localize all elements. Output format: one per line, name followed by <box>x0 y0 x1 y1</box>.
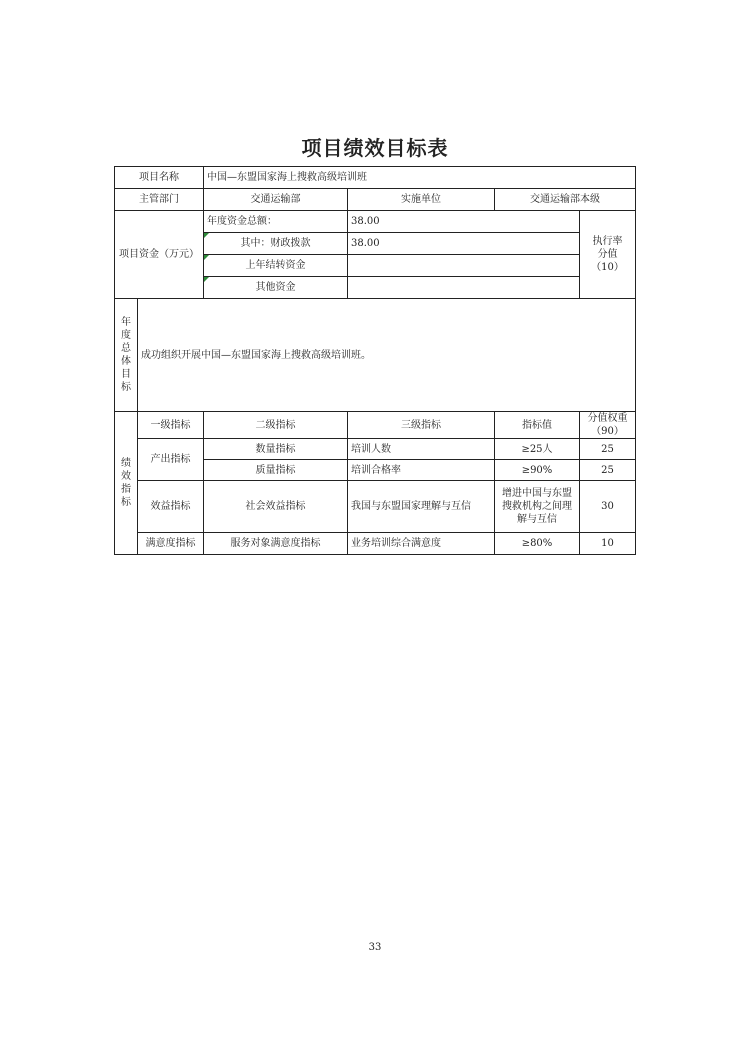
funds-carry-value <box>348 255 580 277</box>
header-weight <box>580 412 636 439</box>
funds-total-value: 38.00 <box>348 211 580 233</box>
project-name-value: 中国—东盟国家海上搜救高级培训班 <box>204 167 636 189</box>
table-row <box>115 533 636 555</box>
performance-table <box>114 166 636 555</box>
goal-label-char: 年 <box>121 317 131 328</box>
perf-label-char: 标 <box>121 497 131 508</box>
goal-label-char: 总 <box>121 343 131 354</box>
level3-cell: 培训人数 <box>348 439 495 460</box>
level3-cell: 培训合格率 <box>348 460 495 481</box>
perf-label-char: 效 <box>121 471 131 482</box>
execution-rate-score-label: 分值 <box>597 249 618 260</box>
execution-rate-score-value: （10） <box>591 262 624 273</box>
header-weight-label: 分值权重 <box>587 413 628 424</box>
page-number: 33 <box>368 942 382 953</box>
header-level2: 二级指标 <box>204 412 348 439</box>
header-weight-total: （90） <box>591 426 624 437</box>
level3-cell: 业务培训综合满意度 <box>348 533 495 555</box>
perf-label-char: 指 <box>121 484 131 495</box>
value-cell: ≥90% <box>495 460 580 481</box>
funds-total-row <box>115 211 636 233</box>
table-row <box>115 439 636 460</box>
impl-value: 交通运输部本级 <box>495 189 636 211</box>
project-name-row <box>115 167 636 189</box>
page-title: 项目绩效目标表 <box>301 136 449 160</box>
benefit-label: 效益指标 <box>138 481 204 533</box>
value-cell: ≥80% <box>495 533 580 555</box>
value-line: 解与互信 <box>517 514 557 525</box>
value-line: 增进中国与东盟 <box>502 488 572 499</box>
header-level3: 三级指标 <box>348 412 495 439</box>
execution-rate-label: 执行率 <box>592 236 623 247</box>
value-cell <box>495 481 580 533</box>
funds-total-label: 年度资金总额： <box>204 211 348 233</box>
perf-label <box>115 412 138 555</box>
dept-label: 主管部门 <box>115 189 204 211</box>
goal-label-char: 体 <box>121 356 131 367</box>
value-line: 搜救机构之间理 <box>502 501 572 512</box>
perf-label-char: 绩 <box>121 458 131 469</box>
funds-other-label: 其他资金 <box>204 277 348 299</box>
weight-cell: 25 <box>580 460 636 481</box>
header-value: 指标值 <box>495 412 580 439</box>
goal-label-char: 标 <box>121 382 131 393</box>
weight-cell: 10 <box>580 533 636 555</box>
goal-row <box>115 299 636 412</box>
goal-text: 成功组织开展中国—东盟国家海上搜救高级培训班。 <box>138 299 636 412</box>
goal-label-char: 度 <box>121 330 131 341</box>
level2-cell: 质量指标 <box>204 460 348 481</box>
level2-cell: 数量指标 <box>204 439 348 460</box>
output-label: 产出指标 <box>138 439 204 481</box>
level3-cell: 我国与东盟国家理解与互信 <box>348 481 495 533</box>
funds-label: 项目资金（万元） <box>115 211 204 299</box>
goal-label <box>115 299 138 412</box>
dept-row <box>115 189 636 211</box>
impl-label: 实施单位 <box>348 189 495 211</box>
project-name-label: 项目名称 <box>115 167 204 189</box>
value-cell: ≥25人 <box>495 439 580 460</box>
table-row <box>115 481 636 533</box>
funds-fiscal-label: 其中：财政拨款 <box>204 233 348 255</box>
funds-carry-label: 上年结转资金 <box>204 255 348 277</box>
level2-cell: 社会效益指标 <box>204 481 348 533</box>
goal-label-char: 目 <box>121 369 131 380</box>
dept-value: 交通运输部 <box>204 189 348 211</box>
funds-other-value <box>348 277 580 299</box>
level2-cell: 服务对象满意度指标 <box>204 533 348 555</box>
perf-header-row <box>115 412 636 439</box>
execution-rate-cell <box>580 211 636 299</box>
satisfaction-label: 满意度指标 <box>138 533 204 555</box>
weight-cell: 30 <box>580 481 636 533</box>
funds-fiscal-value: 38.00 <box>348 233 580 255</box>
weight-cell: 25 <box>580 439 636 460</box>
header-level1: 一级指标 <box>138 412 204 439</box>
